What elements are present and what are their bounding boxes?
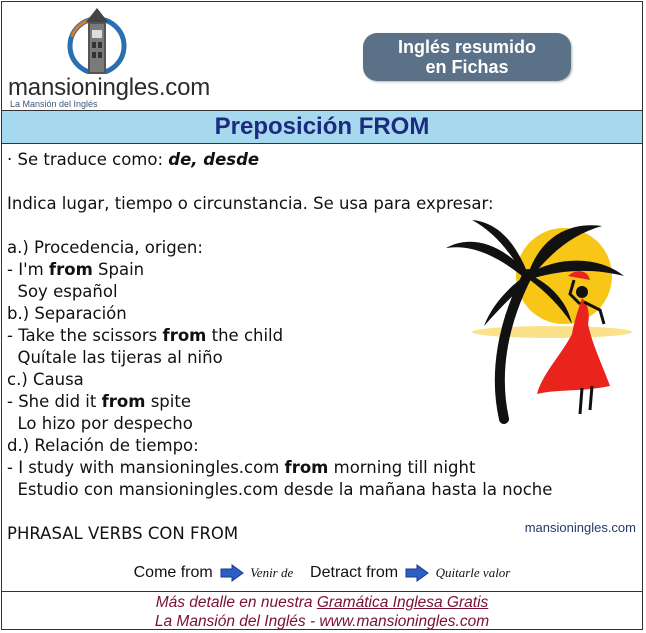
site-tagline: La Mansión del Inglés bbox=[10, 99, 98, 109]
example-text: the child bbox=[206, 326, 284, 345]
footer-line-2: La Mansión del Inglés - www.mansioningles.com bbox=[154, 613, 490, 630]
section-a-heading: a.) Procedencia, origen: bbox=[7, 238, 203, 257]
palm-tree-dancer-illustration bbox=[442, 214, 632, 429]
footer bbox=[2, 591, 642, 630]
section-b-heading: b.) Separación bbox=[7, 304, 127, 323]
header bbox=[2, 2, 642, 112]
arrow-right-icon bbox=[405, 564, 429, 582]
section-d-heading: d.) Relación de tiempo: bbox=[7, 436, 199, 455]
example-text: morning till night bbox=[328, 458, 476, 477]
footer-line-1 bbox=[2, 593, 642, 612]
page-title: Preposición FROM bbox=[214, 113, 430, 140]
example-text: - She did it bbox=[7, 392, 102, 411]
footer-text: Más detalle en nuestra bbox=[155, 594, 317, 611]
section-badge bbox=[363, 33, 571, 81]
keyword: from bbox=[284, 458, 329, 477]
keyword: from bbox=[48, 260, 93, 279]
title-bar bbox=[2, 110, 642, 144]
phrasal-verb-meaning: Quitarle valor bbox=[435, 565, 511, 580]
section-c-translation: Lo hizo por despecho bbox=[7, 414, 193, 433]
phrasal-verb: Come from bbox=[133, 564, 213, 581]
section-c-heading: c.) Causa bbox=[7, 370, 84, 389]
grammar-link[interactable]: Gramática Inglesa Gratis bbox=[316, 594, 489, 611]
example-text: spite bbox=[145, 392, 191, 411]
section-b-translation: Quítale las tijeras al niño bbox=[7, 348, 223, 367]
section-d-example bbox=[7, 457, 637, 479]
example-text: - I study with mansioningles.com bbox=[7, 458, 285, 477]
badge-line-1: Inglés resumido bbox=[397, 37, 537, 57]
translation-line bbox=[7, 149, 637, 171]
badge-line-2: en Fichas bbox=[425, 57, 509, 77]
tower-logo-icon bbox=[66, 8, 128, 74]
phrasal-verbs-row bbox=[2, 563, 642, 582]
phrasal-verb-item bbox=[134, 563, 294, 582]
translation-prefix: · Se traduce como: bbox=[7, 150, 169, 169]
brand-watermark: mansioningles.com bbox=[524, 520, 636, 535]
intro-text: Indica lugar, tiempo o circunstancia. Se usa para expresar: bbox=[7, 194, 494, 213]
translation-value: de, desde bbox=[168, 150, 260, 169]
phrasal-verbs-heading: PHRASAL VERBS CON FROM bbox=[7, 524, 239, 543]
example-text: - Take the scissors bbox=[7, 326, 163, 345]
page-frame bbox=[1, 1, 643, 630]
keyword: from bbox=[101, 392, 146, 411]
keyword: from bbox=[162, 326, 207, 345]
arrow-right-icon bbox=[220, 564, 244, 582]
example-text: Spain bbox=[92, 260, 145, 279]
section-d-translation: Estudio con mansioningles.com desde la mañana hasta la noche bbox=[7, 480, 553, 499]
phrasal-verb-item bbox=[310, 563, 510, 582]
site-name: mansioningles.com bbox=[8, 74, 211, 101]
example-text: - I'm bbox=[7, 260, 49, 279]
section-a-translation: Soy español bbox=[7, 282, 118, 301]
phrasal-verb-meaning: Venir de bbox=[250, 565, 294, 580]
phrasal-verb: Detract from bbox=[310, 564, 399, 581]
